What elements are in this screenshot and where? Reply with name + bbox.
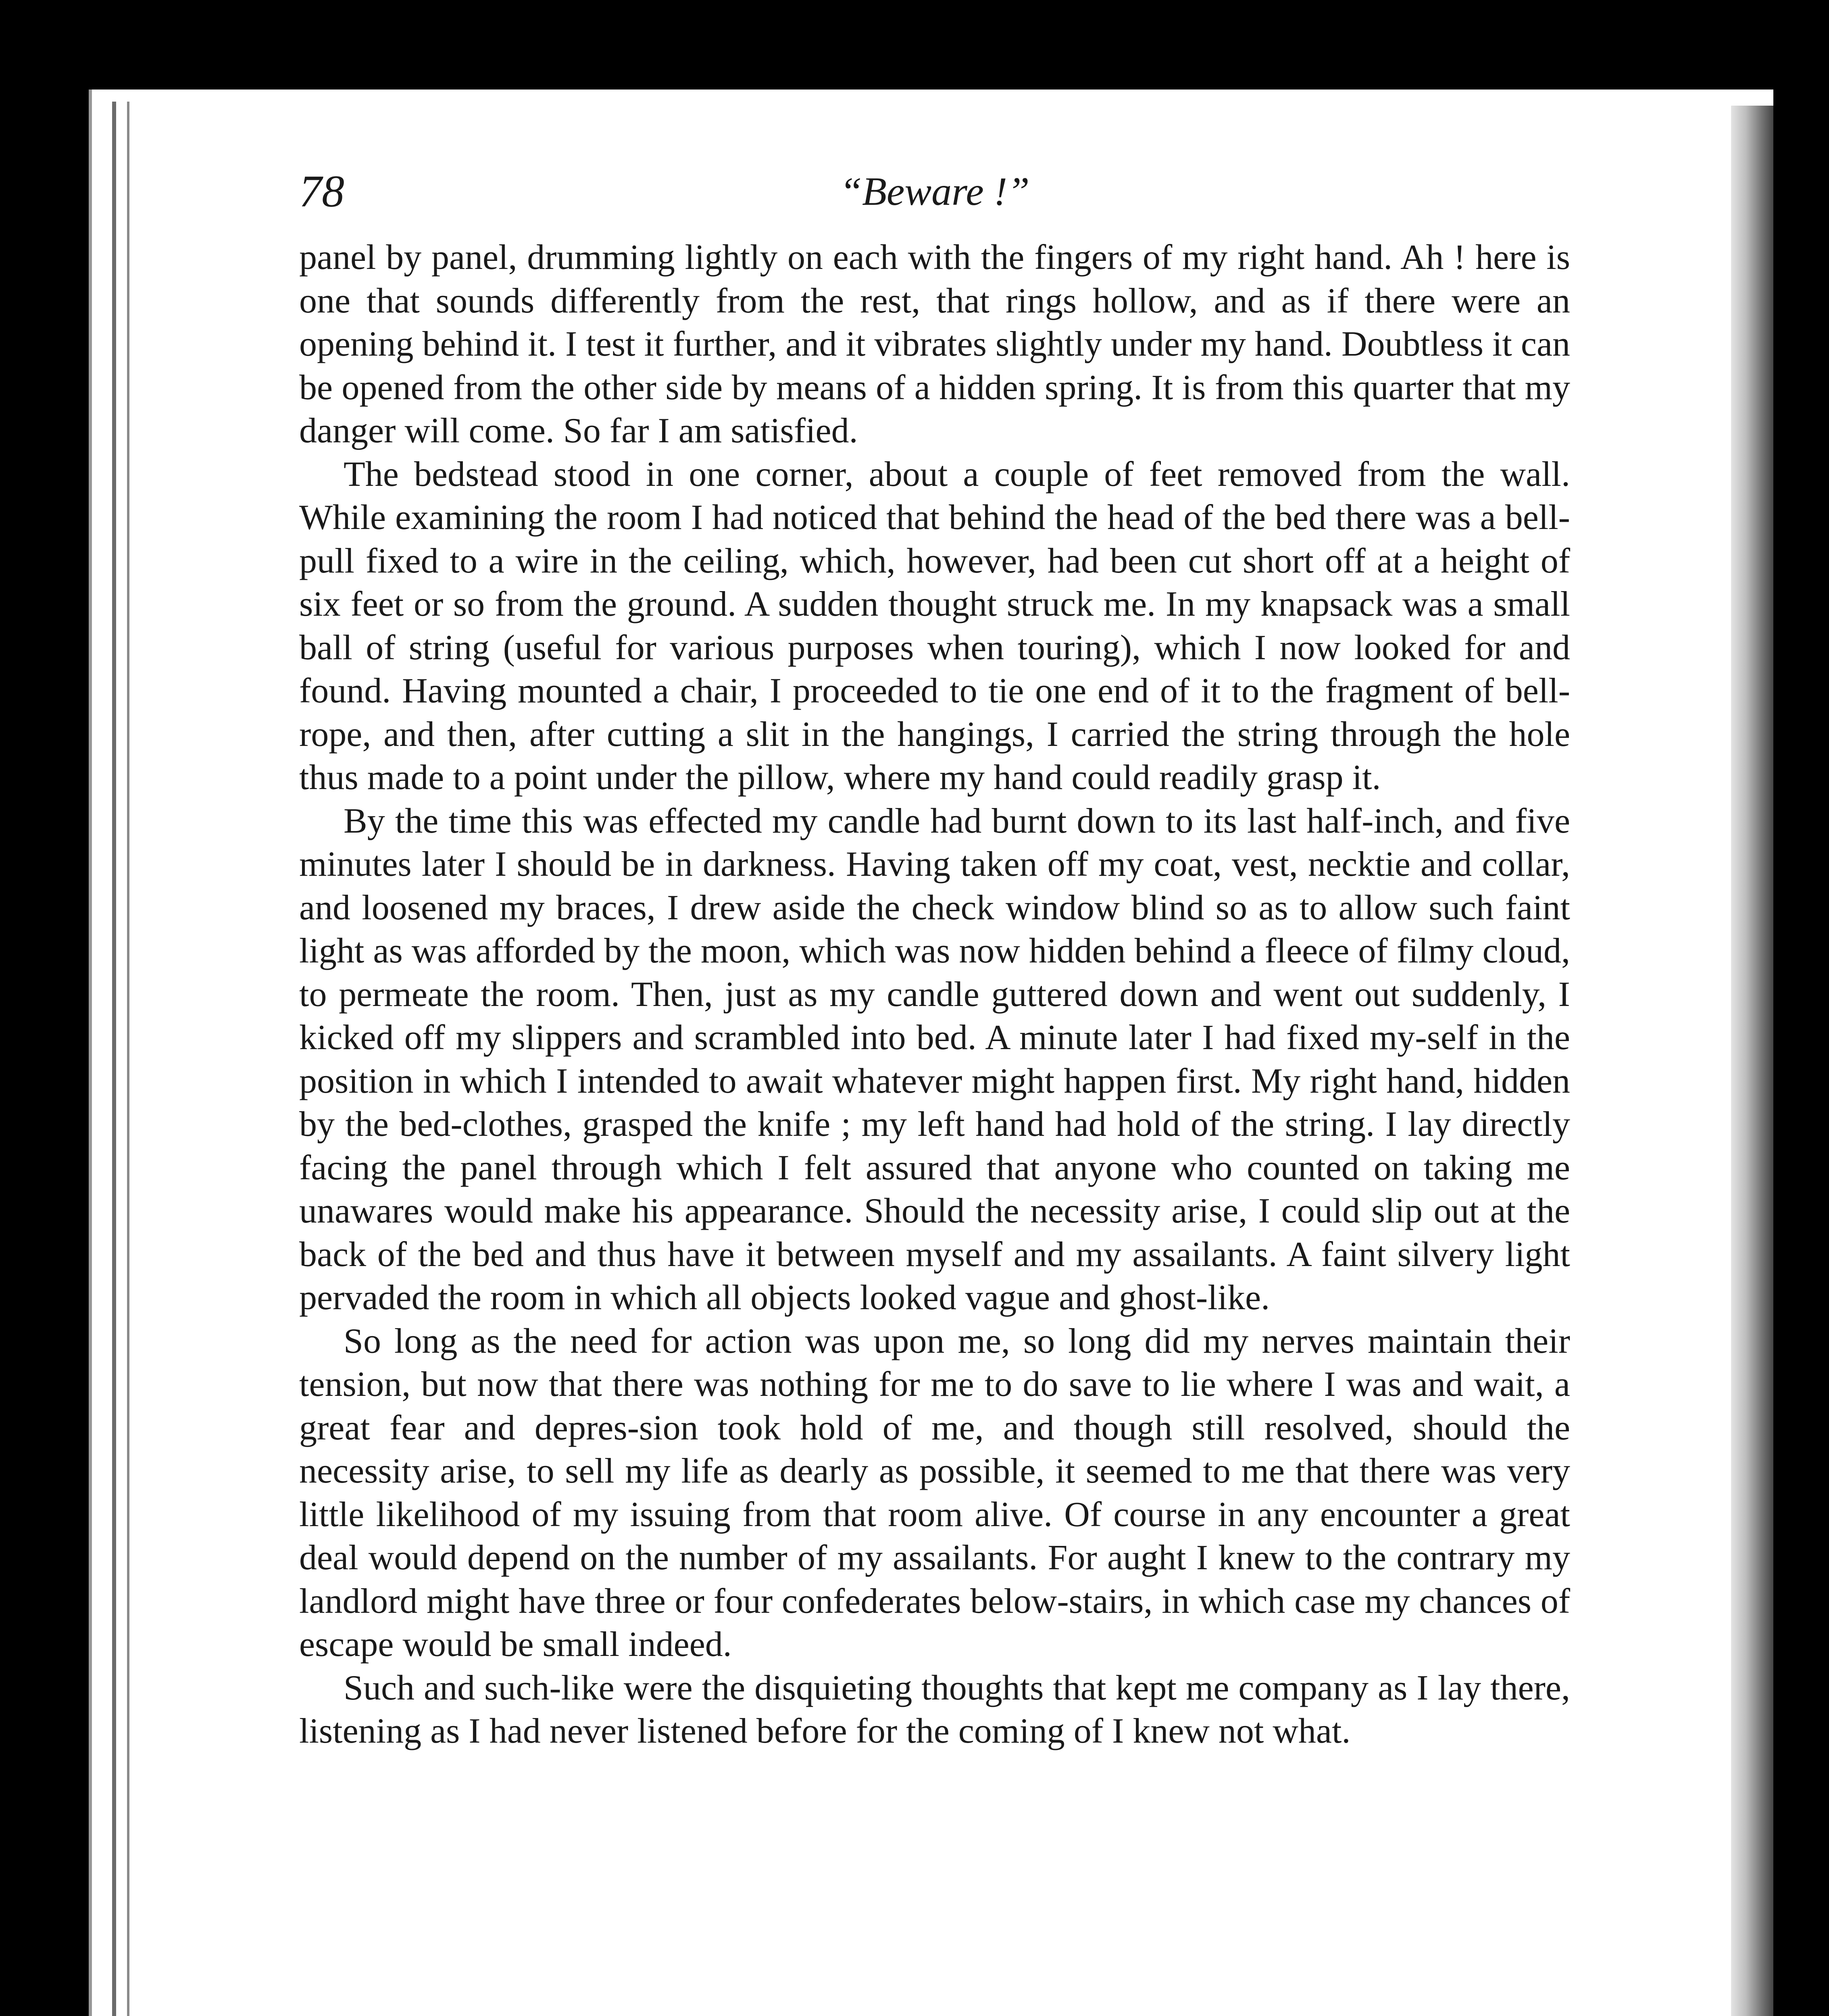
page-gutter-shadow [1731,106,1773,2016]
paragraph-4: So long as the need for action was upon me, so long did my nerves maintain their tension, but now that there was nothing for me to do save to lie where I was and wait, a great fear and depres-sion took hold of me, and though still resolved, should the necessity arise, to sell my life as dearly as possible, it seemed to me that there was very little likelihood of my issuing from that room alive. Of course in any encounter a great deal would depend on the number of my assailants. For aught I knew to the contrary my landlord might have three or four confederates below-stairs, in which case my chances of escape would be small indeed. [299,1321,1570,1664]
page-number: 78 [299,167,344,217]
running-title: “Beware !” [840,169,1030,214]
paragraph-1: panel by panel, drumming lightly on each with the fingers of my right hand. Ah ! here is one that sounds differently from the rest, that rings hollow, and as if there were an opening behind it. I test it further, and it vibrates slightly under my hand. Doubtless it can be opened from the other side by means of a hidden spring. It is from this quarter that my danger will come. So far I am satisfied. [299,238,1570,450]
page-header [299,161,1570,222]
paragraph-3: By the time this was effected my candle had burnt down to its last half-inch, and five minutes later I should be in darkness. Having taken off my coat, vest, necktie and collar, and loosened my braces, I drew aside the check window blind so as to allow such faint light as was afforded by the moon, which was now hidden behind a fleece of filmy cloud, to permeate the room. Then, just as my candle guttered down and went out suddenly, I kicked off my slippers and scrambled into bed. A minute later I had fixed my-self in the position in which I intended to await whatever might happen first. My right hand, hidden by the bed-clothes, grasped the knife ; my left hand had hold of the string. I lay directly facing the panel through which I felt assured that anyone who counted on taking me unawares would make his appearance. Should the necessity arise, I could slip out at the back of the bed and thus have it between myself and my assailants. A faint silvery light pervaded the room in which all objects looked vague and ghost-like. [299,801,1570,1317]
paragraph-5: Such and such-like were the disquieting thoughts that kept me company as I lay there, listening as I had never listened before for the coming of I knew not what. [299,1668,1570,1751]
page-edge-rule [112,102,116,2016]
body-text [299,236,1570,1753]
page-edge-rule-inner [127,102,129,2016]
paragraph-2: The bedstead stood in one corner, about a couple of feet removed from the wall. While examining the room I had noticed that behind the head of the bed there was a bell-pull fixed to a wire in the ceiling, which, however, had been cut short off at a height of six feet or so from the ground. A sudden thought struck me. In my knapsack was a small ball of string (useful for various purposes when touring), which I now looked for and found. Having mounted a chair, I proceeded to tie one end of it to the fragment of bell-rope, and then, after cutting a slit in the hangings, I carried the string through the hole thus made to a point under the pillow, where my hand could readily grasp it. [299,454,1570,797]
